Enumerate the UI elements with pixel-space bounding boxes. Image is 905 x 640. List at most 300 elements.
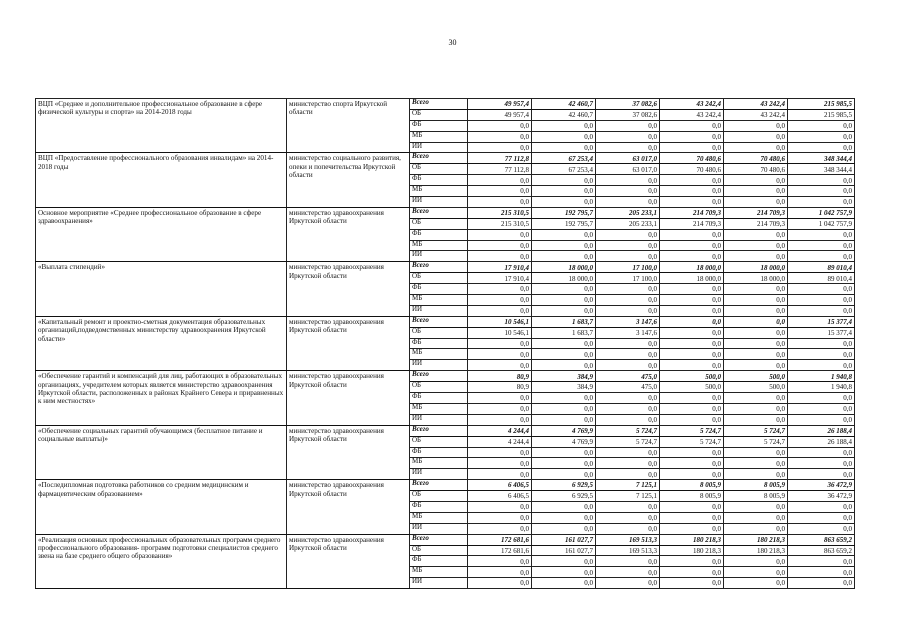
- value-cell: 0,0: [596, 338, 660, 349]
- value-cell: 0,0: [788, 120, 855, 131]
- funding-source: ОБ: [410, 109, 468, 120]
- value-cell: 214 709,3: [660, 207, 724, 218]
- table-row-total: [36, 316, 855, 327]
- funding-source: ФБ: [410, 284, 468, 295]
- value-cell: 1 042 757,9: [788, 218, 855, 229]
- funding-source: ОБ: [410, 382, 468, 393]
- value-cell: 0,0: [532, 414, 596, 425]
- value-cell: 70 480,6: [660, 164, 724, 175]
- funding-source: ИИ: [410, 197, 468, 208]
- value-cell: 0,0: [788, 512, 855, 523]
- value-cell: 0,0: [660, 175, 724, 186]
- value-cell: 0,0: [724, 469, 788, 480]
- value-cell: 0,0: [788, 229, 855, 240]
- funding-table: [35, 98, 855, 589]
- funding-source: ФБ: [410, 175, 468, 186]
- funding-source: МБ: [410, 349, 468, 360]
- value-cell: 4 769,9: [532, 436, 596, 447]
- funding-source: Всего: [410, 316, 468, 327]
- value-cell: 0,0: [788, 469, 855, 480]
- value-cell: 0,0: [468, 393, 532, 404]
- value-cell: 42 460,7: [532, 99, 596, 110]
- value-cell: 0,0: [788, 393, 855, 404]
- value-cell: 18 000,0: [660, 273, 724, 284]
- value-cell: 863 659,2: [788, 545, 855, 556]
- value-cell: 0,0: [596, 447, 660, 458]
- value-cell: 215 310,5: [468, 218, 532, 229]
- funding-source: Всего: [410, 371, 468, 382]
- value-cell: 0,0: [532, 393, 596, 404]
- table-row-total: [36, 153, 855, 164]
- value-cell: 0,0: [532, 447, 596, 458]
- value-cell: 42 460,7: [532, 109, 596, 120]
- value-cell: 180 218,3: [724, 534, 788, 545]
- value-cell: 0,0: [788, 240, 855, 251]
- value-cell: 0,0: [468, 523, 532, 534]
- value-cell: 0,0: [788, 360, 855, 371]
- value-cell: 10 546,1: [468, 316, 532, 327]
- funding-source: ФБ: [410, 556, 468, 567]
- program-name: «Последипломная подготовка работников со средним медицинским и фармацевтическим образованием»: [36, 480, 287, 534]
- funding-source: Всего: [410, 480, 468, 491]
- value-cell: 15 377,4: [788, 316, 855, 327]
- value-cell: 0,0: [660, 501, 724, 512]
- value-cell: 0,0: [468, 512, 532, 523]
- value-cell: 3 147,6: [596, 316, 660, 327]
- value-cell: 0,0: [724, 447, 788, 458]
- table-row-total: [36, 99, 855, 110]
- value-cell: 0,0: [596, 131, 660, 142]
- value-cell: 0,0: [532, 175, 596, 186]
- value-cell: 475,0: [596, 371, 660, 382]
- value-cell: 0,0: [660, 447, 724, 458]
- value-cell: 0,0: [532, 197, 596, 208]
- value-cell: 26 188,4: [788, 436, 855, 447]
- value-cell: 15 377,4: [788, 327, 855, 338]
- value-cell: 0,0: [724, 229, 788, 240]
- value-cell: 192 795,7: [532, 207, 596, 218]
- value-cell: 0,0: [724, 523, 788, 534]
- value-cell: 205 233,1: [596, 207, 660, 218]
- value-cell: 0,0: [596, 360, 660, 371]
- value-cell: 0,0: [596, 469, 660, 480]
- value-cell: 0,0: [788, 414, 855, 425]
- value-cell: 0,0: [532, 186, 596, 197]
- program-name: ВЦП «Среднее и дополнительное профессиональное образование в сфере физической культуры и спорта» на 2014-2018 годы: [36, 99, 287, 153]
- value-cell: 0,0: [532, 458, 596, 469]
- table-row-total: [36, 425, 855, 436]
- value-cell: 0,0: [532, 360, 596, 371]
- value-cell: 0,0: [532, 469, 596, 480]
- value-cell: 348 344,4: [788, 164, 855, 175]
- value-cell: 169 513,3: [596, 534, 660, 545]
- value-cell: 0,0: [660, 403, 724, 414]
- table-row-total: [36, 534, 855, 545]
- value-cell: 0,0: [660, 131, 724, 142]
- value-cell: 215 310,5: [468, 207, 532, 218]
- value-cell: 384,9: [532, 382, 596, 393]
- value-cell: 0,0: [724, 186, 788, 197]
- program-name: Основное мероприятие «Среднее профессиональное образование в сфере здравоохранения»: [36, 207, 287, 261]
- value-cell: 0,0: [596, 186, 660, 197]
- value-cell: 0,0: [660, 414, 724, 425]
- value-cell: 500,0: [724, 371, 788, 382]
- value-cell: 0,0: [596, 120, 660, 131]
- value-cell: 77 112,8: [468, 153, 532, 164]
- value-cell: 0,0: [660, 578, 724, 589]
- value-cell: 180 218,3: [660, 545, 724, 556]
- value-cell: 0,0: [532, 578, 596, 589]
- value-cell: 0,0: [660, 567, 724, 578]
- value-cell: 4 244,4: [468, 425, 532, 436]
- value-cell: 6 929,5: [532, 491, 596, 502]
- executor-name: министерство спорта Иркутской области: [287, 99, 410, 153]
- executor-name: министерство здравоохранения Иркутской области: [287, 316, 410, 370]
- value-cell: 0,0: [468, 175, 532, 186]
- value-cell: 0,0: [468, 501, 532, 512]
- value-cell: 0,0: [660, 393, 724, 404]
- funding-source: Всего: [410, 425, 468, 436]
- value-cell: 0,0: [788, 403, 855, 414]
- funding-source: Всего: [410, 153, 468, 164]
- value-cell: 0,0: [660, 523, 724, 534]
- value-cell: 0,0: [596, 295, 660, 306]
- value-cell: 36 472,9: [788, 480, 855, 491]
- value-cell: 0,0: [532, 120, 596, 131]
- value-cell: 0,0: [724, 284, 788, 295]
- value-cell: 63 017,0: [596, 164, 660, 175]
- value-cell: 3 147,6: [596, 327, 660, 338]
- value-cell: 0,0: [532, 523, 596, 534]
- value-cell: 1 683,7: [532, 327, 596, 338]
- value-cell: 180 218,3: [724, 545, 788, 556]
- funding-source: ИИ: [410, 469, 468, 480]
- funding-source: ИИ: [410, 305, 468, 316]
- funding-source: ИИ: [410, 360, 468, 371]
- funding-source: МБ: [410, 131, 468, 142]
- value-cell: 0,0: [532, 240, 596, 251]
- value-cell: 0,0: [788, 142, 855, 153]
- value-cell: 500,0: [660, 371, 724, 382]
- value-cell: 0,0: [468, 142, 532, 153]
- value-cell: 8 005,9: [724, 480, 788, 491]
- value-cell: 18 000,0: [532, 273, 596, 284]
- value-cell: 0,0: [788, 186, 855, 197]
- funding-source: ОБ: [410, 164, 468, 175]
- value-cell: 0,0: [788, 251, 855, 262]
- value-cell: 214 709,3: [660, 218, 724, 229]
- value-cell: 80,9: [468, 382, 532, 393]
- value-cell: 18 000,0: [724, 273, 788, 284]
- value-cell: 0,0: [788, 578, 855, 589]
- program-name: «Капитальный ремонт и проектно-сметная документация образовательных организаций,подведомственных министерству здравоохранения Иркутской области»: [36, 316, 287, 370]
- value-cell: 0,0: [532, 295, 596, 306]
- value-cell: 0,0: [468, 284, 532, 295]
- value-cell: 172 681,6: [468, 534, 532, 545]
- value-cell: 180 218,3: [660, 534, 724, 545]
- value-cell: 0,0: [660, 251, 724, 262]
- value-cell: 0,0: [468, 120, 532, 131]
- value-cell: 0,0: [724, 501, 788, 512]
- funding-source: МБ: [410, 403, 468, 414]
- funding-source: ФБ: [410, 338, 468, 349]
- funding-source: ОБ: [410, 327, 468, 338]
- value-cell: 0,0: [660, 240, 724, 251]
- value-cell: 0,0: [724, 327, 788, 338]
- funding-source: Всего: [410, 534, 468, 545]
- value-cell: 0,0: [596, 578, 660, 589]
- value-cell: 384,9: [532, 371, 596, 382]
- funding-source: ФБ: [410, 447, 468, 458]
- value-cell: 0,0: [532, 556, 596, 567]
- value-cell: 67 253,4: [532, 164, 596, 175]
- value-cell: 1 042 757,9: [788, 207, 855, 218]
- value-cell: 0,0: [788, 458, 855, 469]
- value-cell: 7 125,1: [596, 480, 660, 491]
- value-cell: 348 344,4: [788, 153, 855, 164]
- value-cell: 0,0: [724, 512, 788, 523]
- value-cell: 1 683,7: [532, 316, 596, 327]
- executor-name: министерство здравоохранения Иркутской области: [287, 262, 410, 316]
- value-cell: 172 681,6: [468, 545, 532, 556]
- value-cell: 0,0: [724, 240, 788, 251]
- funding-source: МБ: [410, 295, 468, 306]
- value-cell: 0,0: [788, 131, 855, 142]
- value-cell: 0,0: [468, 251, 532, 262]
- value-cell: 7 125,1: [596, 491, 660, 502]
- funding-source: ИИ: [410, 142, 468, 153]
- value-cell: 214 709,3: [724, 218, 788, 229]
- value-cell: 6 406,5: [468, 491, 532, 502]
- table-row-total: [36, 262, 855, 273]
- funding-source: Всего: [410, 262, 468, 273]
- value-cell: 17 910,4: [468, 273, 532, 284]
- value-cell: 0,0: [532, 349, 596, 360]
- value-cell: 5 724,7: [660, 436, 724, 447]
- value-cell: 0,0: [788, 556, 855, 567]
- funding-source: МБ: [410, 567, 468, 578]
- value-cell: 5 724,7: [724, 436, 788, 447]
- value-cell: 0,0: [788, 295, 855, 306]
- value-cell: 6 929,5: [532, 480, 596, 491]
- executor-name: министерство здравоохранения Иркутской области: [287, 534, 410, 588]
- value-cell: 0,0: [532, 338, 596, 349]
- value-cell: 0,0: [596, 197, 660, 208]
- value-cell: 70 480,6: [660, 153, 724, 164]
- table-row-total: [36, 371, 855, 382]
- funding-source: МБ: [410, 186, 468, 197]
- value-cell: 863 659,2: [788, 534, 855, 545]
- value-cell: 5 724,7: [596, 436, 660, 447]
- value-cell: 0,0: [468, 578, 532, 589]
- value-cell: 0,0: [788, 501, 855, 512]
- value-cell: 0,0: [788, 305, 855, 316]
- value-cell: 0,0: [468, 305, 532, 316]
- value-cell: 4 244,4: [468, 436, 532, 447]
- value-cell: 17 100,0: [596, 273, 660, 284]
- value-cell: 0,0: [532, 229, 596, 240]
- value-cell: 0,0: [724, 251, 788, 262]
- funding-source: МБ: [410, 240, 468, 251]
- value-cell: 0,0: [660, 142, 724, 153]
- executor-name: министерство здравоохранения Иркутской области: [287, 371, 410, 425]
- value-cell: 43 242,4: [724, 99, 788, 110]
- value-cell: 0,0: [468, 556, 532, 567]
- value-cell: 0,0: [788, 197, 855, 208]
- value-cell: 0,0: [468, 186, 532, 197]
- value-cell: 10 546,1: [468, 327, 532, 338]
- value-cell: 0,0: [660, 327, 724, 338]
- value-cell: 169 513,3: [596, 545, 660, 556]
- table-row-total: [36, 480, 855, 491]
- funding-source: ОБ: [410, 545, 468, 556]
- value-cell: 0,0: [596, 512, 660, 523]
- value-cell: 70 480,6: [724, 164, 788, 175]
- value-cell: 0,0: [724, 349, 788, 360]
- value-cell: 215 985,5: [788, 99, 855, 110]
- value-cell: 0,0: [660, 316, 724, 327]
- value-cell: 0,0: [596, 142, 660, 153]
- program-name: «Обеспечение социальных гарантий обучающимся (бесплатное питание и социальные выплаты)»: [36, 425, 287, 479]
- value-cell: 0,0: [596, 458, 660, 469]
- value-cell: 0,0: [468, 197, 532, 208]
- value-cell: 0,0: [660, 469, 724, 480]
- funding-source: ОБ: [410, 273, 468, 284]
- value-cell: 0,0: [468, 360, 532, 371]
- value-cell: 0,0: [468, 338, 532, 349]
- value-cell: 0,0: [660, 338, 724, 349]
- value-cell: 0,0: [596, 229, 660, 240]
- value-cell: 0,0: [596, 240, 660, 251]
- value-cell: 214 709,3: [724, 207, 788, 218]
- value-cell: 5 724,7: [596, 425, 660, 436]
- value-cell: 80,9: [468, 371, 532, 382]
- value-cell: 0,0: [724, 414, 788, 425]
- value-cell: 0,0: [532, 501, 596, 512]
- value-cell: 0,0: [468, 403, 532, 414]
- value-cell: 215 985,5: [788, 109, 855, 120]
- value-cell: 0,0: [468, 229, 532, 240]
- value-cell: 0,0: [468, 295, 532, 306]
- funding-source: ОБ: [410, 436, 468, 447]
- value-cell: 0,0: [468, 414, 532, 425]
- value-cell: 0,0: [724, 316, 788, 327]
- value-cell: 36 472,9: [788, 491, 855, 502]
- funding-source: ИИ: [410, 523, 468, 534]
- funding-source: ОБ: [410, 218, 468, 229]
- value-cell: 0,0: [468, 349, 532, 360]
- value-cell: 0,0: [596, 523, 660, 534]
- value-cell: 5 724,7: [660, 425, 724, 436]
- value-cell: 37 082,6: [596, 99, 660, 110]
- value-cell: 17 910,4: [468, 262, 532, 273]
- value-cell: 18 000,0: [724, 262, 788, 273]
- program-name: «Обеспечение гарантий и компенсаций для лиц, работающих в образовательных организациях, учредителем которых является министерство здравоохранения Иркутской области, расположенных в районах Крайнего Севера и приравненных к ним местностях»: [36, 371, 287, 425]
- value-cell: 0,0: [724, 175, 788, 186]
- value-cell: 0,0: [724, 305, 788, 316]
- funding-source: ФБ: [410, 393, 468, 404]
- value-cell: 0,0: [596, 175, 660, 186]
- value-cell: 8 005,9: [660, 491, 724, 502]
- value-cell: 0,0: [724, 360, 788, 371]
- value-cell: 0,0: [660, 556, 724, 567]
- value-cell: 49 957,4: [468, 99, 532, 110]
- value-cell: 475,0: [596, 382, 660, 393]
- value-cell: 0,0: [532, 567, 596, 578]
- value-cell: 500,0: [660, 382, 724, 393]
- value-cell: 500,0: [724, 382, 788, 393]
- table-row-total: [36, 207, 855, 218]
- value-cell: 0,0: [660, 360, 724, 371]
- value-cell: 0,0: [596, 414, 660, 425]
- value-cell: 0,0: [660, 295, 724, 306]
- funding-source: МБ: [410, 512, 468, 523]
- value-cell: 0,0: [660, 197, 724, 208]
- value-cell: 0,0: [724, 295, 788, 306]
- value-cell: 0,0: [596, 349, 660, 360]
- value-cell: 161 027,7: [532, 545, 596, 556]
- funding-source: Всего: [410, 99, 468, 110]
- value-cell: 0,0: [724, 458, 788, 469]
- value-cell: 0,0: [724, 393, 788, 404]
- value-cell: 0,0: [660, 120, 724, 131]
- value-cell: 4 769,9: [532, 425, 596, 436]
- value-cell: 0,0: [596, 556, 660, 567]
- value-cell: 0,0: [532, 403, 596, 414]
- value-cell: 89 010,4: [788, 273, 855, 284]
- funding-source: ИИ: [410, 414, 468, 425]
- value-cell: 0,0: [724, 567, 788, 578]
- value-cell: 0,0: [724, 338, 788, 349]
- funding-source: ФБ: [410, 229, 468, 240]
- value-cell: 0,0: [532, 305, 596, 316]
- value-cell: 161 027,7: [532, 534, 596, 545]
- value-cell: 0,0: [788, 175, 855, 186]
- value-cell: 0,0: [468, 131, 532, 142]
- value-cell: 0,0: [468, 458, 532, 469]
- value-cell: 89 010,4: [788, 262, 855, 273]
- value-cell: 37 082,6: [596, 109, 660, 120]
- value-cell: 0,0: [468, 240, 532, 251]
- value-cell: 0,0: [788, 447, 855, 458]
- value-cell: 63 017,0: [596, 153, 660, 164]
- program-name: ВЦП «Предоставление профессионального образования инвалидам» на 2014-2018 годы: [36, 153, 287, 207]
- value-cell: 205 233,1: [596, 218, 660, 229]
- value-cell: 67 253,4: [532, 153, 596, 164]
- value-cell: 43 242,4: [660, 99, 724, 110]
- value-cell: 0,0: [660, 284, 724, 295]
- value-cell: 0,0: [788, 523, 855, 534]
- value-cell: 0,0: [724, 403, 788, 414]
- program-name: «Выплата стипендий»: [36, 262, 287, 316]
- value-cell: 17 100,0: [596, 262, 660, 273]
- value-cell: 0,0: [724, 131, 788, 142]
- executor-name: министерство социального развития, опеки и попечительства Иркутской области: [287, 153, 410, 207]
- value-cell: 0,0: [724, 197, 788, 208]
- value-cell: 49 957,4: [468, 109, 532, 120]
- value-cell: 0,0: [596, 403, 660, 414]
- value-cell: 0,0: [468, 469, 532, 480]
- value-cell: 0,0: [724, 556, 788, 567]
- value-cell: 0,0: [596, 305, 660, 316]
- value-cell: 0,0: [660, 186, 724, 197]
- value-cell: 0,0: [724, 120, 788, 131]
- funding-source: ФБ: [410, 120, 468, 131]
- value-cell: 5 724,7: [724, 425, 788, 436]
- value-cell: 0,0: [788, 338, 855, 349]
- executor-name: министерство здравоохранения Иркутской области: [287, 480, 410, 534]
- value-cell: 0,0: [788, 349, 855, 360]
